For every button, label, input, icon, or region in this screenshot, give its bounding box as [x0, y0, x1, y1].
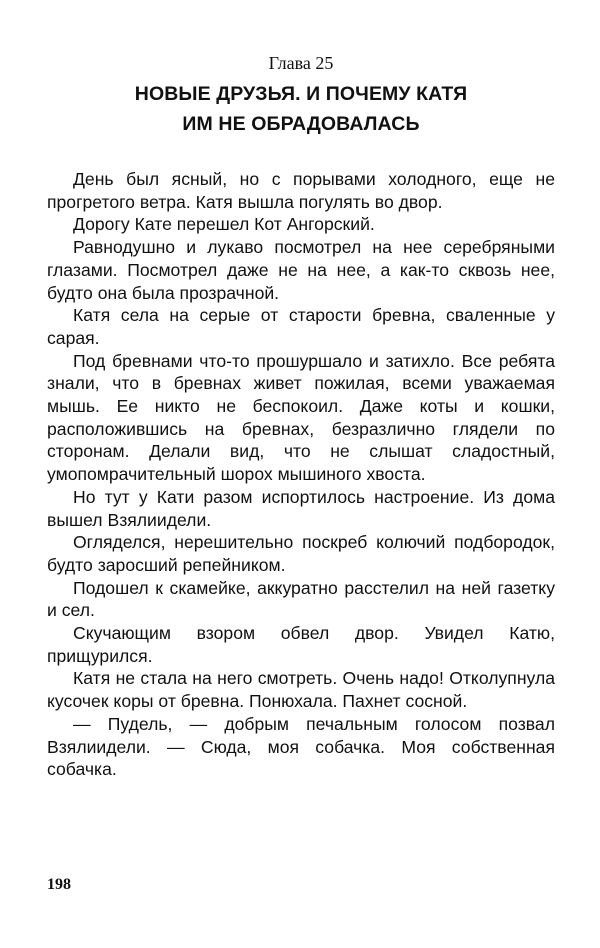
- chapter-body: [47, 168, 555, 781]
- paragraph: Катя не стала на него смотреть. Очень надо! Отколупнула кусочек коры от бревна. Понюхала. Пахнет сосной.: [47, 668, 555, 712]
- paragraph: Катя села на серые от старости бревна, сваленные у сарая.: [47, 305, 555, 348]
- paragraph: Скучающим взором обвел двор. Увидел Катю, прищурился.: [47, 623, 555, 666]
- chapter-number: Глава 25: [268, 53, 334, 73]
- paragraph: Равнодушно и лукаво посмотрел на нее серебряными глазами. Посмотрел даже не на нее, а как-то сквозь нее, будто она была прозрачной.: [47, 237, 555, 303]
- book-page: [47, 0, 555, 948]
- paragraph: Огляделся, нерешительно поскреб колючий подбородок, будто заросший репейником.: [47, 532, 555, 575]
- paragraph: Подошел к скамейке, аккуратно расстелил на ней газетку и сел.: [47, 577, 555, 621]
- chapter-title-line: НОВЫЕ ДРУЗЬЯ. И ПОЧЕМУ КАТЯ: [134, 83, 468, 105]
- paragraph: Дорогу Кате перешел Кот Ангорский.: [73, 214, 375, 235]
- chapter-title: [47, 79, 555, 139]
- paragraph: Но тут у Кати разом испортилось настроение. Из дома вышел Взялиидели.: [47, 486, 555, 530]
- chapter-title-line: ИМ НЕ ОБРАДОВАЛАСЬ: [182, 113, 420, 135]
- paragraph: День был ясный, но с порывами холодного, еще не прогретого ветра. Катя вышла погулять во двор.: [47, 169, 555, 212]
- page-number: 198: [47, 876, 71, 893]
- paragraph: — Пудель, — добрым печальным голосом позвал Взялиидели. — Сюда, моя собачка. Моя собственная собачка.: [47, 713, 555, 780]
- paragraph: Под бревнами что-то прошуршало и затихло. Все ребята знали, что в бревнах живет пожилая, всеми уважаемая мышь. Ее никто не беспокоил. Даже коты и кошки, расположившись на бревнах, безразлично глядели по сторонам. Делали вид, что не слышат сладостный, умопомрачительный шорох мышиного хвоста.: [47, 350, 555, 485]
